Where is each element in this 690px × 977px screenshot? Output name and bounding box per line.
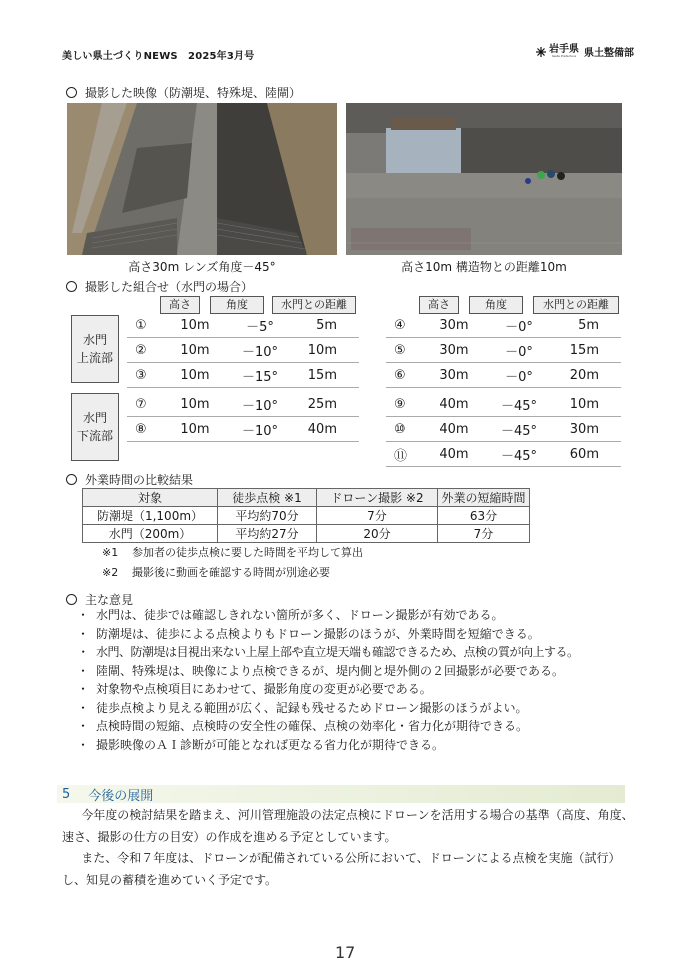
combinations-heading: [66, 278, 253, 295]
row-number: ⑥: [394, 367, 406, 383]
col-header-angle: 角度: [469, 296, 523, 314]
table-row: [127, 313, 359, 338]
table-row: [127, 392, 359, 417]
comparison-table: [82, 488, 530, 543]
comparison-block: [82, 488, 552, 583]
combinations-heading-text: 撮影した組合せ（水門の場合）: [85, 280, 254, 294]
row-height: 30m: [439, 342, 469, 358]
row-distance: 20m: [569, 367, 599, 383]
row-angle: －0°: [505, 344, 533, 360]
list-item-text: 徒歩点検より見える範囲が広く、記録も残せるためドローン撮影のほうがよい。: [96, 700, 528, 715]
list-item-text: 防潮堤は、徒歩による点検よりもドローン撮影のほうが、外業時間を短縮できる。: [96, 626, 540, 641]
footage-heading-text: 撮影した映像（防潮堤、特殊堤、陸閘）: [85, 86, 302, 100]
header-walking: 徒歩点検 ※1: [218, 489, 317, 507]
cell-walking: 平均約70分: [218, 507, 317, 525]
list-item-text: 水門は、徒歩では確認しきれない箇所が多く、ドローン撮影が有効である。: [96, 608, 504, 622]
circle-bullet-icon: [66, 594, 77, 605]
row-distance: 30m: [569, 421, 599, 437]
cell-walking: 平均約27分: [218, 525, 317, 543]
cell-drone: 7分: [317, 507, 438, 525]
future-paragraphs: [62, 805, 637, 891]
footnote-text: 撮影後に動画を確認する時間が別途必要: [132, 566, 330, 579]
list-item-text: 陸閘、特殊堤は、映像により点検できるが、堤内側と堤外側の２回撮影が必要である。: [96, 663, 565, 678]
table-row: [386, 363, 621, 388]
list-item: [70, 717, 650, 736]
group-label-line2: 下流部: [76, 429, 113, 443]
section-number: 5: [62, 786, 71, 802]
bullet-icon: ・: [76, 719, 89, 733]
section-5-heading: [57, 785, 625, 803]
section-title: 今後の展開: [88, 788, 154, 804]
row-number: ④: [394, 317, 406, 333]
cell-target: 水門（200m）: [83, 525, 218, 543]
col-header-height: 高さ: [160, 296, 200, 314]
row-number: ②: [135, 342, 147, 358]
group-label-line1: 水門: [82, 411, 107, 425]
table-row: [127, 417, 359, 442]
list-item: [70, 625, 650, 644]
row-angle: －5°: [246, 319, 274, 335]
photo-caption-floodgate: 高さ10m 構造物との距離10m: [401, 260, 567, 274]
footnote: [82, 563, 552, 583]
row-height: 40m: [439, 421, 469, 437]
row-number: ⑧: [135, 421, 147, 437]
row-number: ⑪: [394, 448, 408, 464]
logo-prefecture-en: Iwate Prefecture: [551, 54, 577, 58]
row-distance: 5m: [578, 317, 599, 333]
bullet-icon: ・: [77, 645, 89, 659]
photo-seawall: [67, 103, 337, 255]
future-paragraph-2: また、令和７年度は、ドローンが配備されている公所において、ドローンによる点検を実施（試行）し、知見の蓄積を進めていく予定です。: [62, 851, 621, 887]
opinions-heading-text: 主な意見: [85, 593, 134, 607]
row-number: ⑩: [394, 421, 406, 437]
bullet-icon: ・: [76, 608, 89, 622]
row-distance: 15m: [307, 367, 337, 383]
row-height: 40m: [439, 446, 469, 462]
table-row: [127, 363, 359, 388]
list-item: [70, 699, 650, 718]
table-row: [386, 392, 621, 417]
comparison-heading-text: 外業時間の比較結果: [85, 473, 194, 487]
comparison-heading: [66, 471, 193, 488]
row-distance: 15m: [569, 342, 599, 358]
floodgate-aerial-image: [346, 103, 622, 255]
bullet-icon: ・: [76, 663, 89, 678]
table-row: [386, 417, 621, 442]
row-angle: －15°: [241, 369, 279, 385]
row-height: 10m: [180, 396, 210, 412]
photo-floodgate: [346, 103, 622, 255]
row-height: 40m: [439, 396, 469, 412]
list-item-text: 点検時間の短縮、点検時の安全性の確保、点検の効率化・省力化が期待できる。: [96, 719, 529, 733]
footnote-mark: ※1: [102, 546, 119, 559]
table-row: [127, 338, 359, 363]
row-height: 10m: [180, 317, 210, 333]
row-height: 10m: [180, 342, 210, 358]
list-item: [70, 736, 650, 755]
row-distance: 40m: [307, 421, 337, 437]
circle-bullet-icon: [66, 281, 77, 292]
row-angle: －10°: [241, 344, 279, 360]
group-label-line1: 水門: [82, 333, 107, 347]
row-angle: －0°: [505, 319, 533, 335]
row-angle: －10°: [241, 423, 279, 439]
table-header-row: [83, 489, 530, 507]
footnote-mark: ※2: [102, 566, 119, 579]
col-header-angle: 角度: [210, 296, 264, 314]
list-item: [70, 662, 650, 681]
header-reduction: 外業の短縮時間: [438, 489, 530, 507]
row-distance: 5m: [316, 317, 337, 333]
row-height: 30m: [439, 317, 469, 333]
table-row: [386, 442, 621, 467]
table-row: [83, 525, 530, 543]
prefecture-logo: [536, 44, 634, 59]
group-label-line2: 上流部: [76, 351, 113, 365]
row-angle: －45°: [500, 398, 538, 414]
logo-department: 県土整備部: [584, 48, 634, 59]
right-combo-rows: [386, 313, 621, 467]
row-height: 10m: [180, 367, 210, 383]
footnote: [82, 543, 552, 563]
row-angle: －45°: [500, 423, 538, 439]
prefecture-emblem-icon: [536, 47, 546, 57]
col-header-height: 高さ: [419, 296, 459, 314]
table-row: [83, 507, 530, 525]
bullet-icon: ・: [76, 682, 89, 696]
circle-bullet-icon: [66, 87, 77, 98]
cell-reduction: 63分: [438, 507, 530, 525]
cell-target: 防潮堤（1,100m）: [83, 507, 218, 525]
seawall-aerial-image: [67, 103, 337, 255]
opinions-list: [70, 606, 650, 754]
bullet-icon: ・: [76, 700, 89, 715]
group-downstream: [71, 393, 119, 461]
list-item: [70, 606, 650, 625]
row-number: ③: [135, 367, 147, 383]
footnote-text: 参加者の徒歩点検に要した時間を平均して算出: [132, 546, 363, 559]
cell-reduction: 7分: [438, 525, 530, 543]
row-distance: 10m: [569, 396, 599, 412]
row-number: ⑤: [394, 342, 406, 358]
group-upstream: [71, 315, 119, 383]
header-target: 対象: [83, 489, 218, 507]
list-item: [70, 643, 650, 662]
list-item-text: 撮影映像のＡＩ診断が可能となれば更なる省力化が期待できる。: [96, 737, 445, 752]
photo-caption-seawall: 高さ30m レンズ角度－45°: [128, 260, 276, 274]
footage-heading: [66, 84, 301, 101]
row-number: ①: [135, 317, 147, 333]
bullet-icon: ・: [76, 737, 89, 752]
row-angle: －0°: [505, 369, 533, 385]
list-item: [70, 680, 650, 699]
row-distance: 60m: [569, 446, 599, 462]
list-item-text: 対象物や点検項目にあわせて、撮影角度の変更が必要である。: [96, 682, 432, 696]
row-number: ⑨: [394, 396, 406, 412]
table-row: [386, 338, 621, 363]
left-combo-rows: [127, 313, 359, 442]
row-angle: －10°: [241, 398, 279, 414]
row-height: 10m: [180, 421, 210, 437]
row-number: ⑦: [135, 396, 147, 412]
page-number: 17: [335, 943, 356, 962]
bullet-icon: ・: [76, 626, 89, 641]
row-angle: －45°: [500, 448, 538, 464]
col-header-distance: 水門との距離: [533, 296, 619, 314]
col-header-distance: 水門との距離: [272, 296, 356, 314]
cell-drone: 20分: [317, 525, 438, 543]
row-height: 30m: [439, 367, 469, 383]
circle-bullet-icon: [66, 474, 77, 485]
list-item-text: 水門、防潮堤は目視出来ない上屋上部や直立堤天端も確認できるため、点検の質が向上する。: [96, 645, 579, 659]
header-drone: ドローン撮影 ※2: [317, 489, 438, 507]
future-paragraph-1: 今年度の検討結果を踏まえ、河川管理施設の法定点検にドローンを活用する場合の基準（高度、角度、速さ、撮影の仕方の目安）の作成を進める予定としています。: [62, 808, 634, 844]
newsletter-title: 美しい県土づくりNEWS 2025年3月号: [62, 51, 255, 62]
row-distance: 25m: [307, 396, 337, 412]
logo-prefecture: 岩手県: [549, 44, 579, 55]
row-distance: 10m: [307, 342, 337, 358]
table-row: [386, 313, 621, 338]
